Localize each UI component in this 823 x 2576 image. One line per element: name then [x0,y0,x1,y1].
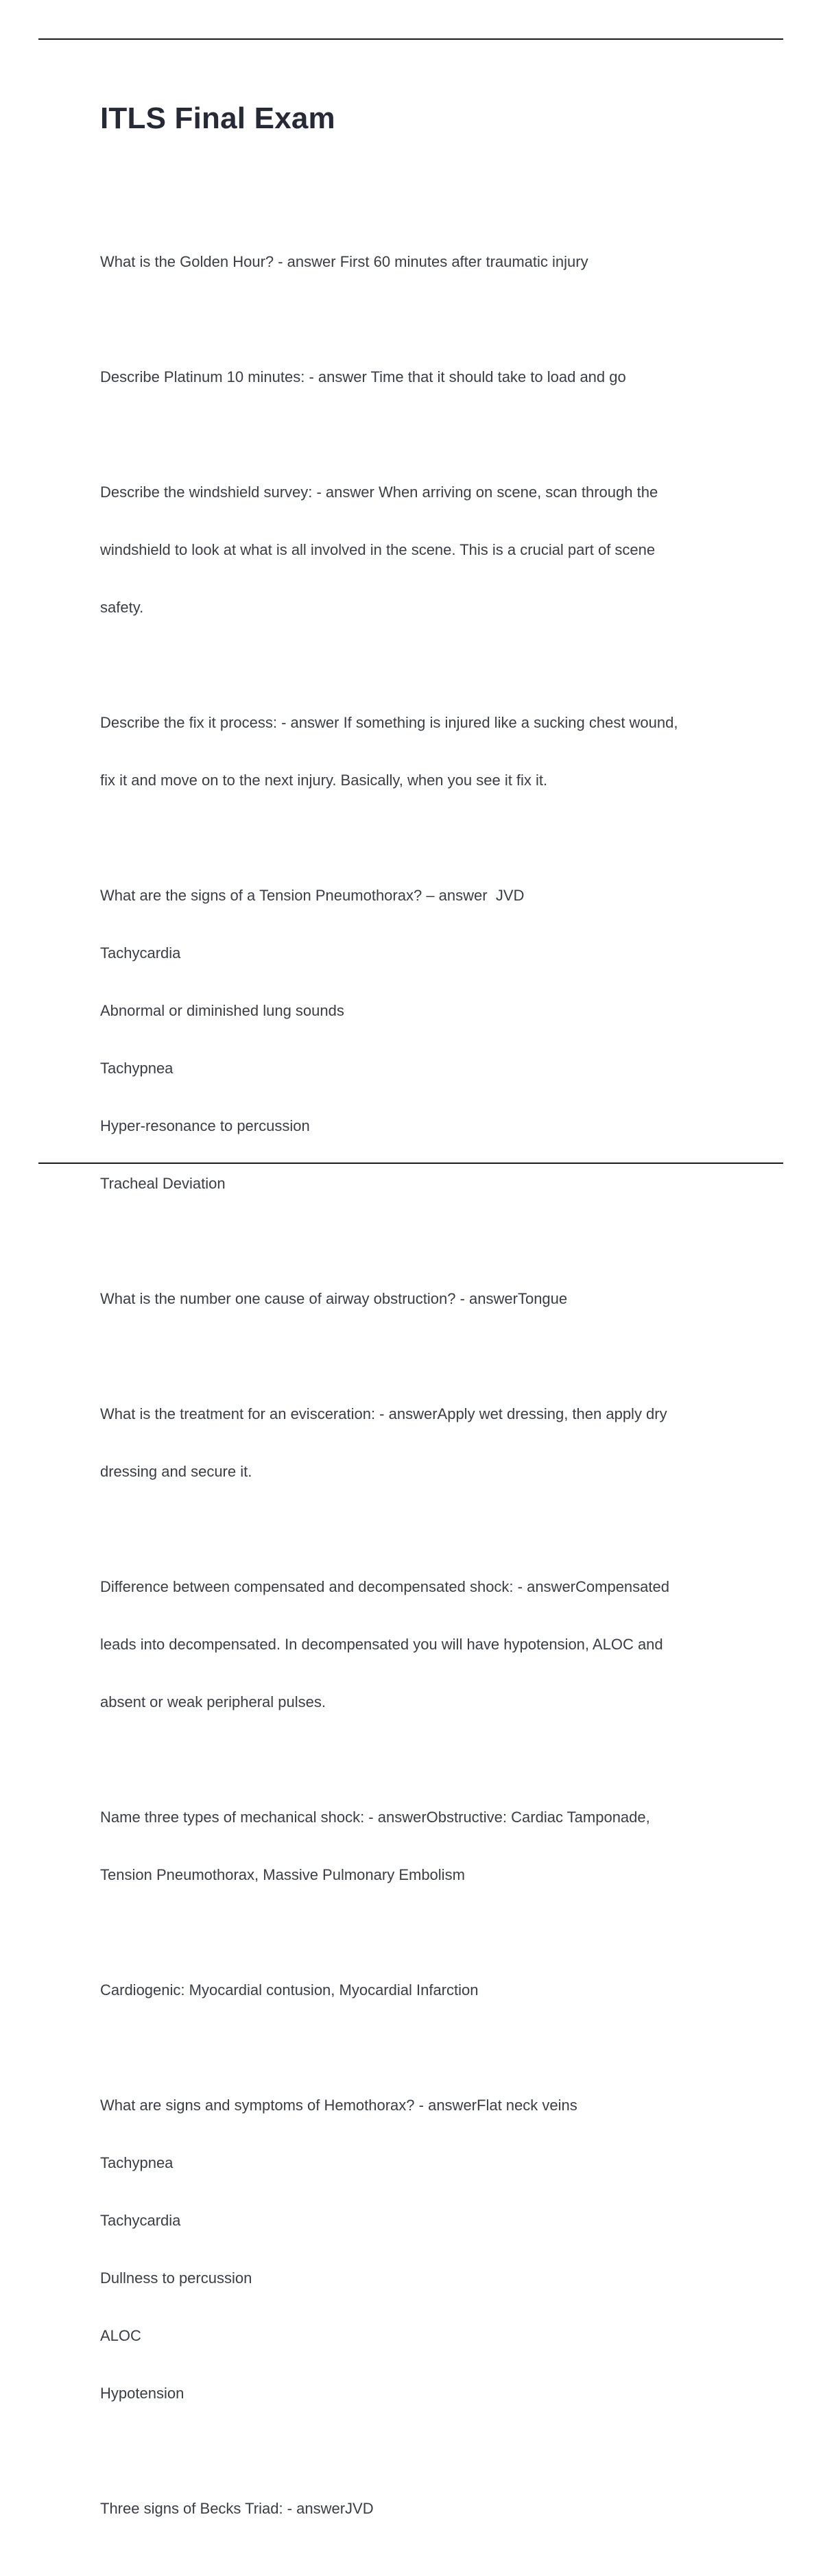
footer-rule [38,1162,783,1164]
qa-entry [100,1769,738,1923]
text-line: Tachypnea [100,1060,174,1077]
qa-entry [100,2461,738,2557]
text-line: Difference between compensated and decompensated shock: - answerCompensated [100,1578,669,1595]
text-line: ALOC [100,2327,141,2344]
text-line: Describe the windshield survey: - answer When arriving on scene, scan through the [100,484,658,501]
text-line: Tachypnea [100,2154,174,2171]
text-line: dressing and secure it. [100,1463,252,1480]
text-line: Tension Pneumothorax, Massive Pulmonary Embolism [100,1866,465,1883]
qa-entry [100,675,738,828]
text-line: What are signs and symptoms of Hemothorax? - answerFlat neck veins [100,2097,577,2114]
qa-entry [100,1366,738,1520]
text-line: fix it and move on to the next injury. Basically, when you see it fix it. [100,772,548,789]
text-line: safety. [100,599,144,616]
text-line: Hyper-resonance to percussion [100,1117,310,1134]
text-line: Dullness to percussion [100,2269,252,2287]
text-line: What is the Golden Hour? - answer First 60 minutes after traumatic injury [100,253,588,270]
text-line: Hypotension [100,2385,184,2402]
text-line: Describe Platinum 10 minutes: - answer Time that it should take to load and go [100,368,626,385]
text-line: Three signs of Becks Triad: - answerJVD [100,2500,374,2517]
qa-entry [100,214,738,310]
page-title: ITLS Final Exam [100,102,335,135]
text-line: Abnormal or diminished lung sounds [100,1002,344,1019]
text-line: What is the number one cause of airway obstruction? - answerTongue [100,1290,568,1307]
qa-entry [100,1942,738,2038]
text-line: What is the treatment for an evisceration: - answerApply wet dressing, then apply dry [100,1405,667,1422]
qa-entry [100,848,738,1232]
header-rule [38,38,783,40]
text-line: absent or weak peripheral pulses. [100,1693,326,1710]
text-line: Name three types of mechanical shock: - answerObstructive: Cardiac Tamponade, [100,1809,650,1826]
text-line: What are the signs of a Tension Pneumothorax? – answer JVD [100,887,525,904]
text-line: Cardiogenic: Myocardial contusion, Myocardial Infarction [100,1981,479,1999]
qa-entry [100,329,738,425]
text-line: leads into decompensated. In decompensated you will have hypotension, ALOC and [100,1636,663,1653]
qa-entry [100,444,738,656]
qa-entry [100,1251,738,1347]
qa-entry [100,2058,738,2442]
text-line: windshield to look at what is all involved in the scene. This is a crucial part of scene [100,541,656,558]
document-body [100,214,738,2576]
qa-entry [100,1539,738,1750]
text-line: Describe the fix it process: - answer If something is injured like a sucking chest wound, [100,714,678,731]
text-line: Tracheal Deviation [100,1175,226,1192]
text-line: Tachycardia [100,944,181,962]
text-line: Tachycardia [100,2212,181,2229]
